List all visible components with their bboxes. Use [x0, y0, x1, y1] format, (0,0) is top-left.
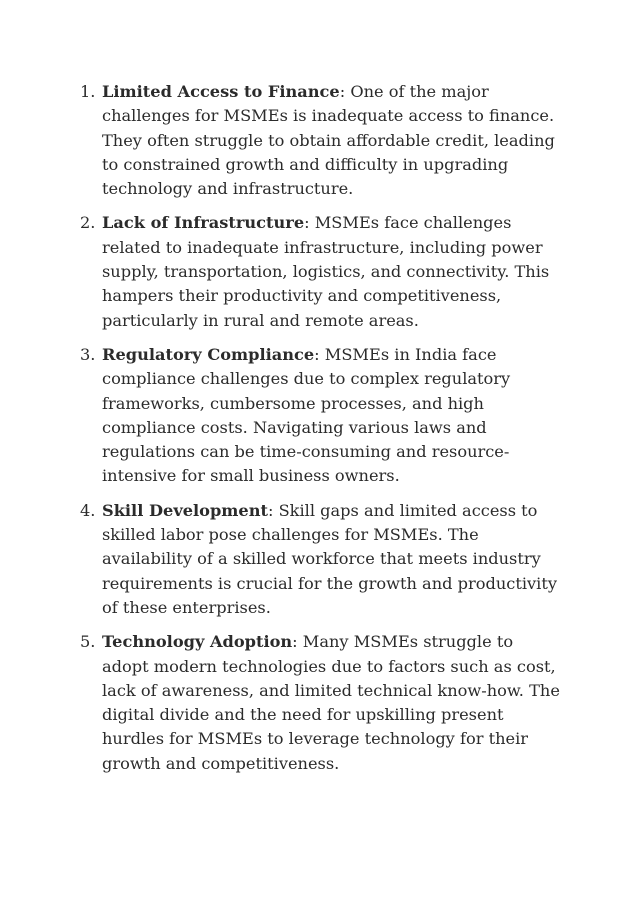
- list-number: 3.: [80, 344, 96, 364]
- list-number: 1.: [80, 82, 96, 101]
- list-number: 5.: [80, 632, 96, 652]
- list-item-skills: [80, 499, 562, 620]
- list-item-regulatory: [80, 343, 562, 489]
- list-item-technology: [80, 630, 562, 776]
- item-title: Lack of Infrastructure: [102, 213, 305, 233]
- item-text: : MSMEs face challenges related to inadequate infrastructure, including power supply, transportation, logistics, and connectivity. This hampers their productivity and competitiveness, particularly in rural and remote areas.: [102, 213, 550, 330]
- item-text: : One of the major challenges for MSMEs is inadequate access to finance. They often struggle to obtain affordable credit, leading to constrained growth and difficulty in upgrading technology and infrastructure.: [102, 82, 555, 199]
- challenges-list: [80, 80, 562, 786]
- item-title: Technology Adoption: [102, 632, 293, 652]
- list-item-infrastructure: [80, 211, 562, 332]
- item-text: : Many MSMEs struggle to adopt modern technologies due to factors such as cost, lack of awareness, and limited technical know-how. The digital divide and the need for upskilling present hurdles for MSMEs to leverage technology for their growth and competitiveness.: [102, 632, 560, 773]
- item-title: Skill Development: [102, 500, 268, 520]
- item-text: : MSMEs in India face compliance challenges due to complex regulatory frameworks, cumbersome processes, and high compliance costs. Navigating various laws and regulations can be time-consuming and resource-intensive for small business owners.: [102, 344, 511, 486]
- item-title: Regulatory Compliance: [102, 344, 315, 364]
- item-title: Limited Access to Finance: [102, 82, 340, 101]
- list-number: 2.: [80, 213, 96, 233]
- list-number: 4.: [80, 500, 96, 520]
- list-item-finance: [80, 80, 562, 201]
- item-text: : Skill gaps and limited access to skilled labor pose challenges for MSMEs. The availability of a skilled workforce that meets industry requirements is crucial for the growth and productivity of these enterprises.: [102, 500, 557, 617]
